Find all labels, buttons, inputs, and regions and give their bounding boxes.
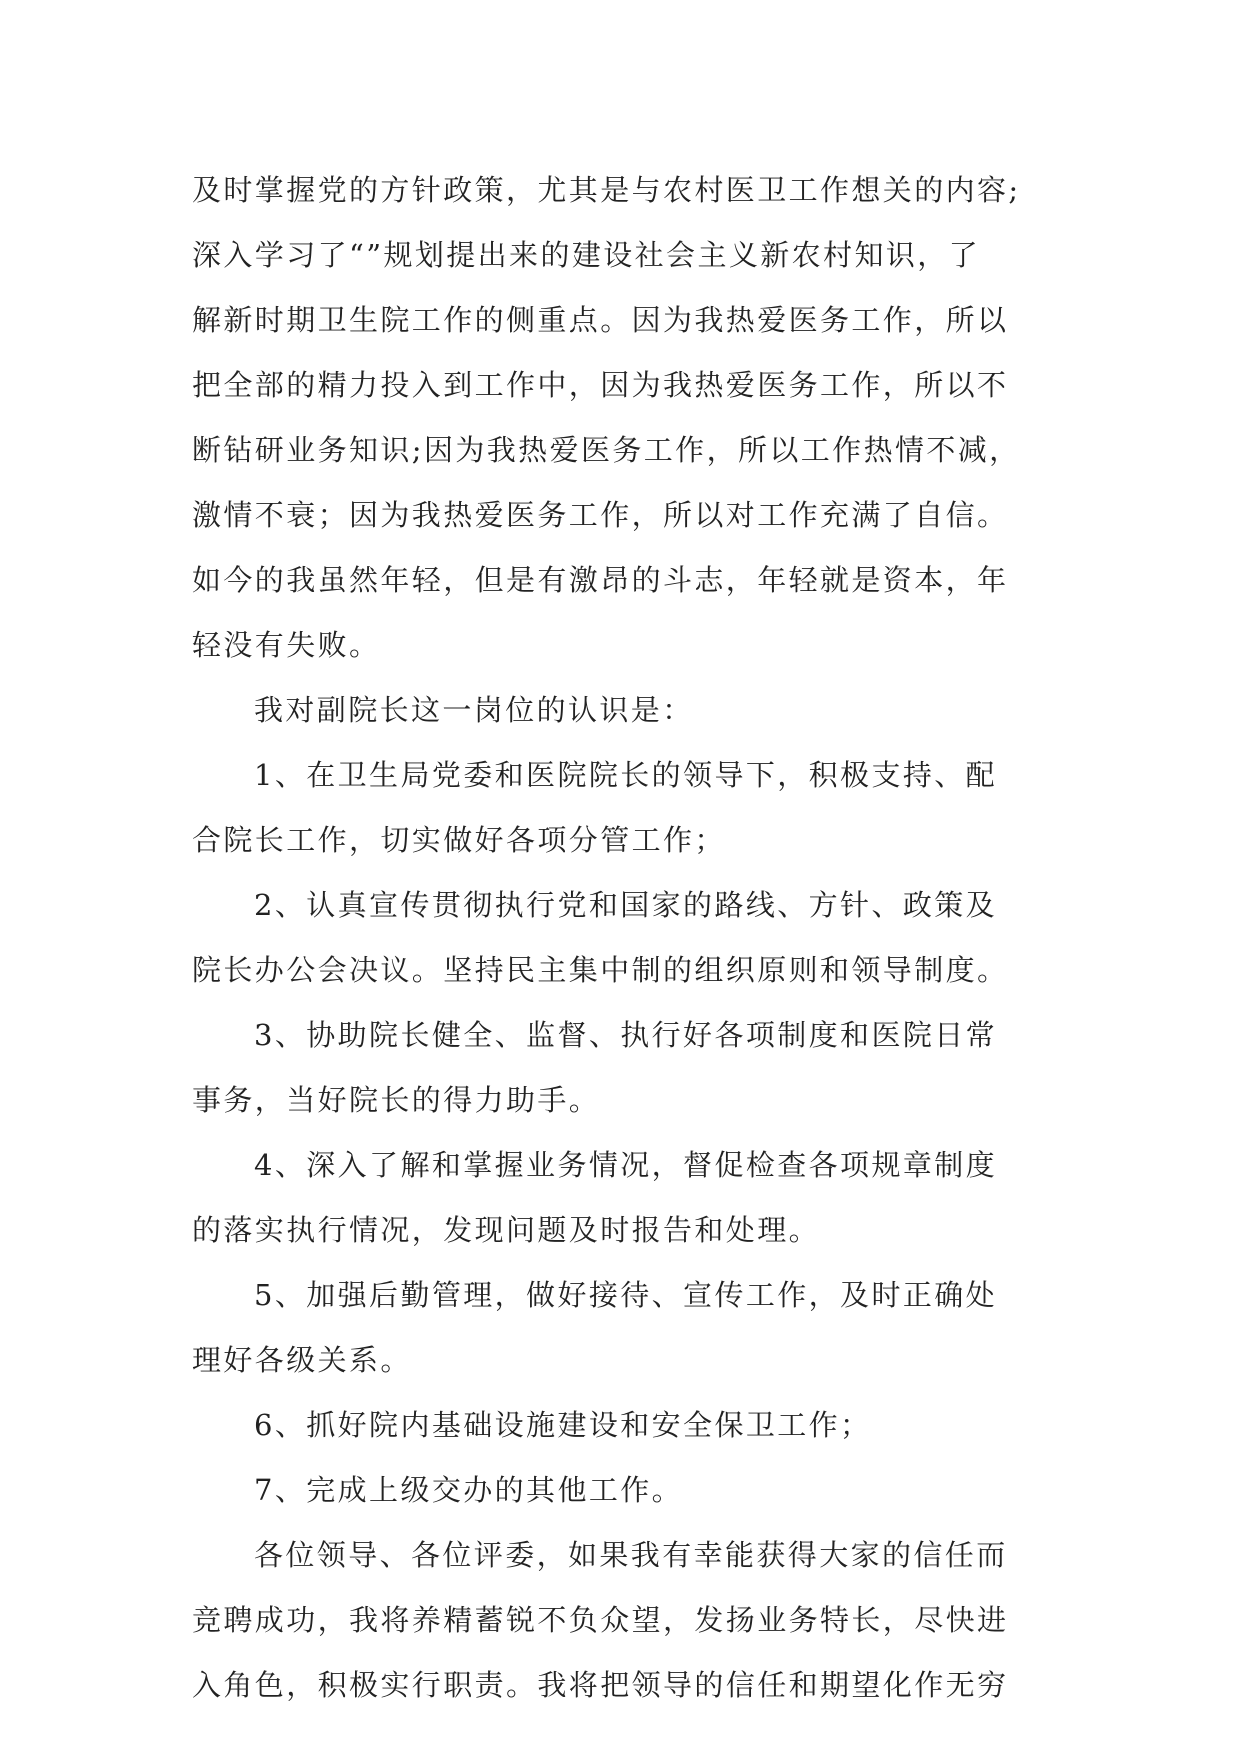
- paragraph-start-line: 各位领导、各位评委，如果我有幸能获得大家的信任而: [254, 1538, 1008, 1572]
- list-item-line: 3、协助院长健全、监督、执行好各项制度和医院日常: [254, 1018, 998, 1052]
- text-line: 解新时期卫生院工作的侧重点。因为我热爱医务工作，所以: [192, 303, 1009, 337]
- text-line: 事务，当好院长的得力助手。: [192, 1083, 601, 1117]
- text-line: 及时掌握党的方针政策，尤其是与农村医卫工作想关的内容;: [192, 173, 1021, 207]
- text-line: 的落实执行情况，发现问题及时报告和处理。: [192, 1213, 821, 1247]
- list-item-line: 7、完成上级交办的其他工作。: [254, 1473, 684, 1507]
- document-body: [192, 158, 1062, 1718]
- text-line: 理好各级关系。: [192, 1343, 412, 1377]
- text-line: 合院长工作，切实做好各项分管工作；: [192, 823, 726, 857]
- text-line: 轻没有失败。: [192, 628, 381, 662]
- text-line: 激情不衰；因为我热爱医务工作，所以对工作充满了自信。: [192, 498, 1009, 532]
- paragraph-start-line: 我对副院长这一岗位的认识是：: [254, 693, 694, 727]
- text-line: 把全部的精力投入到工作中，因为我热爱医务工作，所以不: [192, 368, 1009, 402]
- list-item-line: 2、认真宣传贯彻执行党和国家的路线、方针、政策及: [254, 888, 998, 922]
- text-line: 如今的我虽然年轻，但是有激昂的斗志，年轻就是资本，年: [192, 563, 1009, 597]
- list-item-line: 5、加强后勤管理，做好接待、宣传工作，及时正确处: [254, 1278, 998, 1312]
- list-item-line: 1、在卫生局党委和医院院长的领导下，积极支持、配: [254, 758, 998, 792]
- text-line: 院长办公会决议。坚持民主集中制的组织原则和领导制度。: [192, 953, 1009, 987]
- text-line: 深入学习了“”规划提出来的建设社会主义新农村知识，了: [192, 238, 981, 272]
- text-line: 竞聘成功，我将养精蓄锐不负众望，发扬业务特长，尽快进: [192, 1603, 1009, 1637]
- text-line: 入角色，积极实行职责。我将把领导的信任和期望化作无穷: [192, 1668, 1009, 1702]
- text-line: 断钻研业务知识;因为我热爱医务工作，所以工作热情不减，: [192, 433, 1021, 467]
- list-item-line: 4、深入了解和掌握业务情况，督促检查各项规章制度: [254, 1148, 998, 1182]
- list-item-line: 6、抓好院内基础设施建设和安全保卫工作；: [254, 1408, 872, 1442]
